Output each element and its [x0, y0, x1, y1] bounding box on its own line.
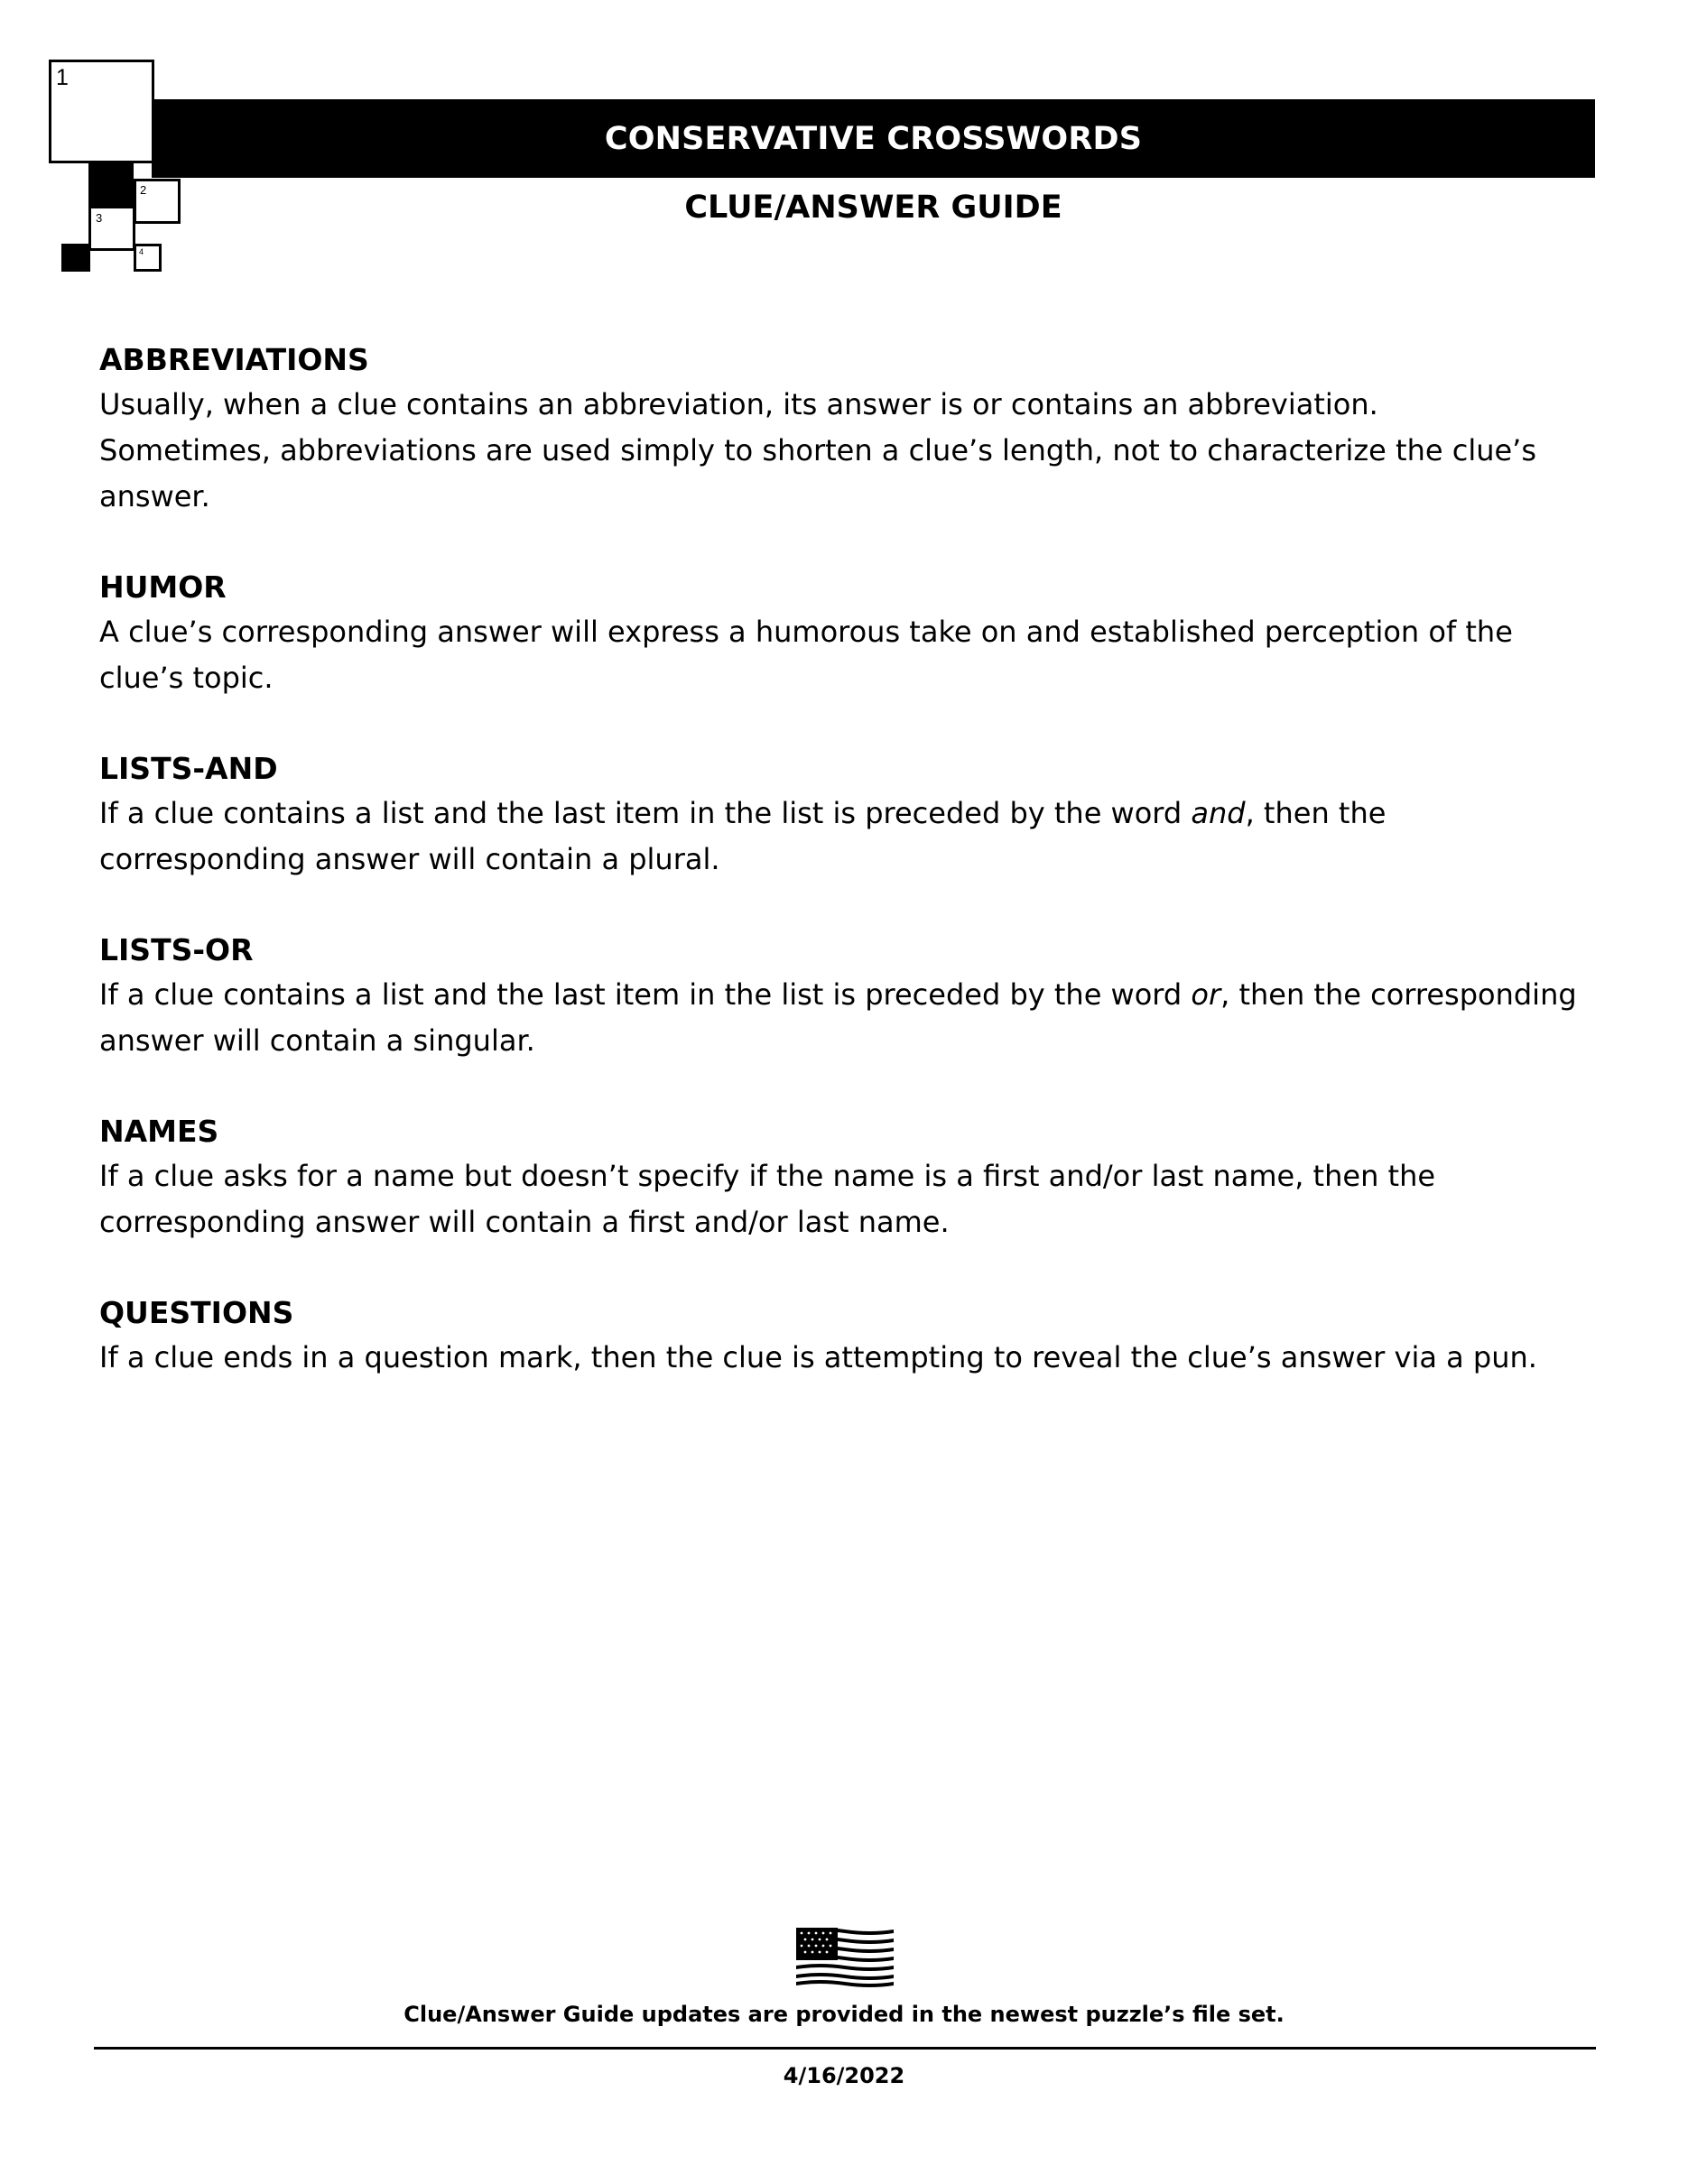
footer-date: 4/16/2022	[783, 2063, 905, 2088]
section-text	[99, 972, 1598, 1064]
section-text: If a clue asks for a name but doesn’t specify if the name is a first and/or last name, then the corresponding answer will contain a first and/or last name.	[99, 1159, 1436, 1239]
text-segment: If a clue contains a list and the last item in the list is preceded by the word	[99, 977, 1192, 1012]
logo-cell-4	[134, 244, 162, 272]
footer-divider	[94, 2047, 1596, 2050]
section-text: Sometimes, abbreviations are used simply to shorten a clue’s length, not to characterize the clue’s answer.	[99, 433, 1537, 514]
text-segment: , then the corresponding answer will contain a singular.	[99, 977, 1577, 1058]
section-heading: HUMOR	[99, 569, 227, 605]
logo-cell-1	[49, 60, 154, 163]
guide-content	[99, 338, 1598, 1427]
section-lists-or	[99, 929, 1598, 1064]
section-humor	[99, 566, 1598, 701]
logo-cell-3	[88, 206, 135, 251]
footer-note: Clue/Answer Guide updates are provided in the newest puzzle’s file set.	[403, 2002, 1285, 2027]
section-abbreviations	[99, 338, 1598, 520]
section-heading: ABBREVIATIONS	[99, 342, 369, 377]
logo-cell-number: 4	[139, 247, 144, 256]
logo-cell-number: 3	[96, 211, 103, 225]
logo-cell-number: 2	[140, 183, 147, 197]
section-text: Usually, when a clue contains an abbreviation, its answer is or contains an abbreviation.	[99, 387, 1378, 421]
logo-black-cell	[61, 244, 90, 272]
section-lists-and	[99, 747, 1598, 883]
section-text	[99, 791, 1598, 883]
us-flag-icon	[794, 1926, 895, 1987]
logo-black-cell	[88, 163, 134, 208]
text-segment: If a clue contains a list and the last item in the list is preceded by the word	[99, 796, 1192, 830]
page-subtitle: CLUE/ANSWER GUIDE	[684, 190, 1062, 226]
section-text: If a clue ends in a question mark, then the clue is attempting to reveal the clue’s answer via a pun.	[99, 1340, 1537, 1374]
section-names	[99, 1110, 1598, 1245]
section-heading: QUESTIONS	[99, 1295, 294, 1330]
emphasized-word: and	[1191, 796, 1246, 830]
header-bar	[152, 99, 1595, 178]
text-segment: , then the corresponding answer will contain a plural.	[99, 796, 1387, 876]
section-heading: LISTS-OR	[99, 932, 254, 967]
logo-cell-number: 1	[56, 65, 69, 90]
page-title: CONSERVATIVE CROSSWORDS	[604, 120, 1143, 157]
emphasized-word: or	[1191, 977, 1221, 1012]
section-heading: NAMES	[99, 1114, 219, 1149]
section-heading: LISTS-AND	[99, 751, 278, 786]
section-questions	[99, 1291, 1598, 1381]
section-text: A clue’s corresponding answer will express a humorous take on and established perception of the clue’s topic.	[99, 615, 1513, 695]
